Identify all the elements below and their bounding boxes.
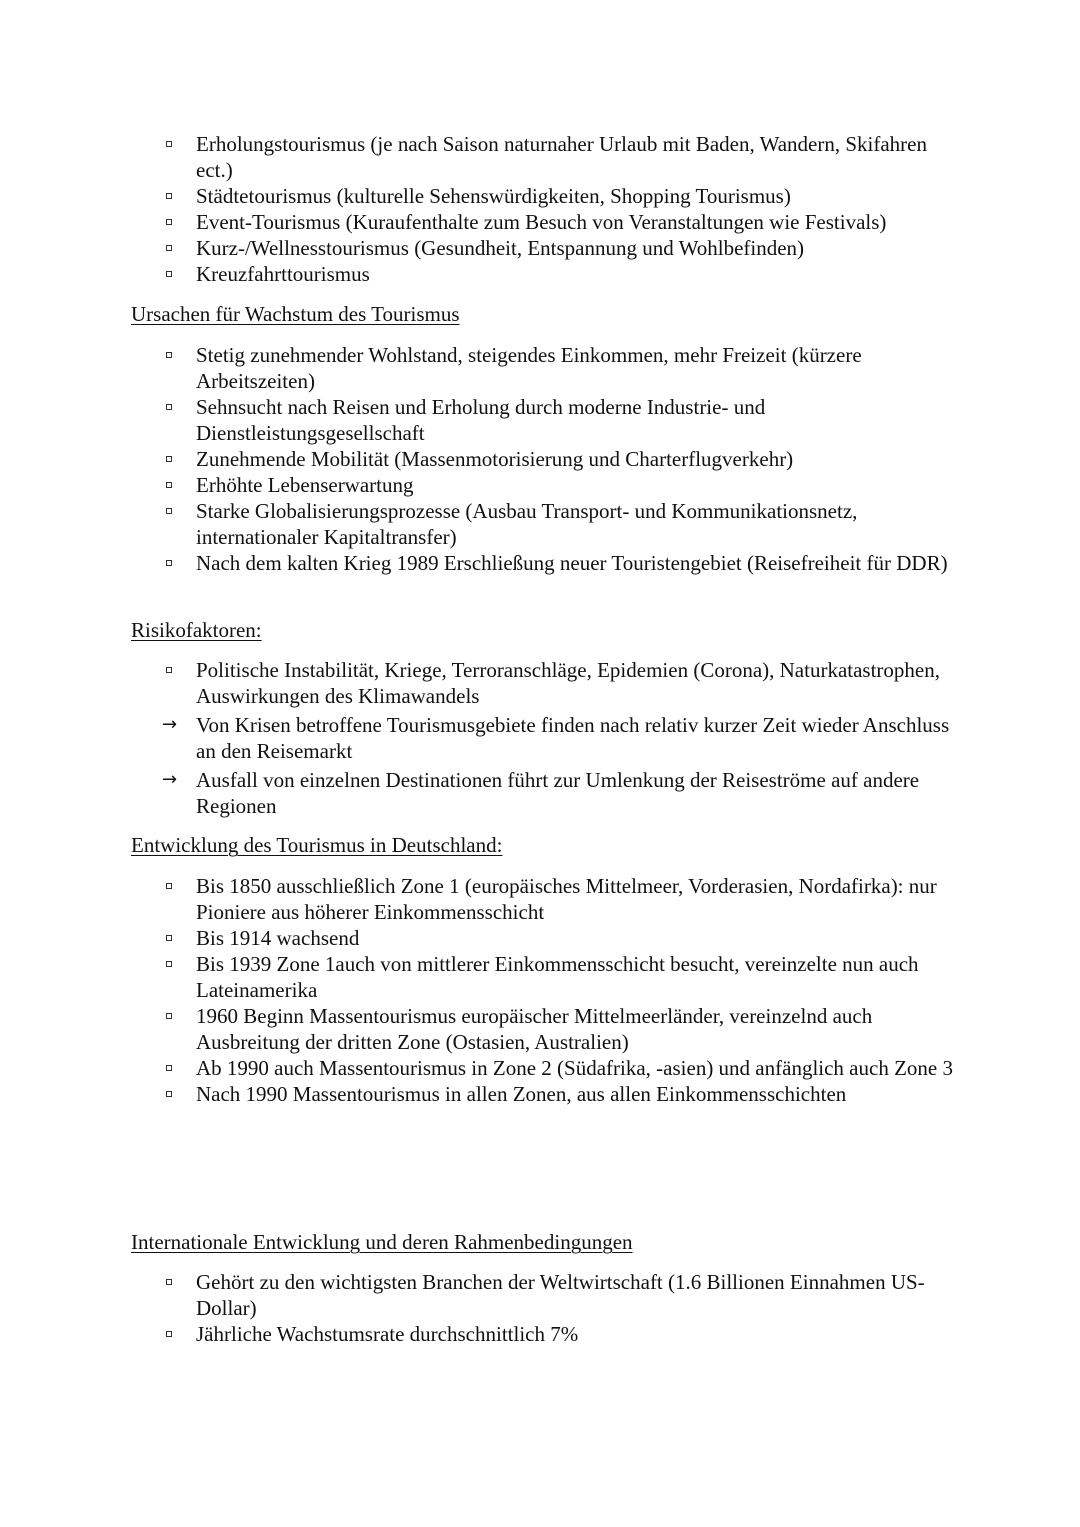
list-item: Städtetourismus (kulturelle Sehenswürdigkeiten, Shopping Tourismus) xyxy=(0,183,1080,209)
list-item: Jährliche Wachstumsrate durchschnittlich 7% xyxy=(0,1321,1080,1347)
list-item: Kurz-/Wellnesstourismus (Gesundheit, Entspannung und Wohlbefinden) xyxy=(0,235,1080,261)
list-item: 1960 Beginn Massentourismus europäischer Mittelmeerländer, vereinzelnd auch Ausbreitung der dritten Zone (Ostasien, Australien) xyxy=(0,1003,1080,1055)
section-heading-risikofaktoren: Risikofaktoren: xyxy=(131,618,262,642)
square-bullet-icon xyxy=(165,951,185,977)
list-item-arrow: → Ausfall von einzelnen Destinationen führt zur Umlenkung der Reiseströme auf andere Regionen xyxy=(162,768,920,818)
arrow-right-icon: → xyxy=(162,714,178,735)
square-bullet-icon xyxy=(165,209,185,235)
square-bullet-icon xyxy=(165,446,185,472)
tourism-types-list xyxy=(0,131,1080,287)
square-bullet-icon xyxy=(165,235,185,261)
list-item-arrow: → Von Krisen betroffene Tourismusgebiete finden nach relativ kurzer Zeit wieder Anschluss an den Reisemarkt xyxy=(162,713,950,763)
list-item: Zunehmende Mobilität (Massenmotorisierung und Charterflugverkehr) xyxy=(0,446,1080,472)
square-bullet-icon xyxy=(165,1055,185,1081)
square-bullet-icon xyxy=(165,472,185,498)
square-bullet-icon xyxy=(165,657,185,683)
list-item: Stetig zunehmender Wohlstand, steigendes Einkommen, mehr Freizeit (kürzere Arbeitszeiten) xyxy=(0,342,1080,394)
list-item: Ab 1990 auch Massentourismus in Zone 2 (Südafrika, -asien) und anfänglich auch Zone 3 xyxy=(0,1055,1080,1081)
list-item: Kreuzfahrttourismus xyxy=(0,261,1080,287)
list-item: Erholungstourismus (je nach Saison naturnaher Urlaub mit Baden, Wandern, Skifahren ect.) xyxy=(0,131,1080,183)
square-bullet-icon xyxy=(165,498,185,524)
section-heading-international: Internationale Entwicklung und deren Rahmenbedingungen xyxy=(131,1230,633,1254)
ursachen-list xyxy=(0,342,1080,576)
list-item: Bis 1914 wachsend xyxy=(0,925,1080,951)
arrow-right-icon: → xyxy=(162,769,178,790)
section-heading-deutschland: Entwicklung des Tourismus in Deutschland: xyxy=(131,833,503,857)
list-item: Politische Instabilität, Kriege, Terroranschläge, Epidemien (Corona), Naturkatastrophen, Auswirkungen des Klimawandels xyxy=(0,657,1080,709)
square-bullet-icon xyxy=(165,550,185,576)
square-bullet-icon xyxy=(165,1321,185,1347)
square-bullet-icon xyxy=(165,131,185,157)
list-item: Starke Globalisierungsprozesse (Ausbau Transport- und Kommunikationsnetz, internationaler Kapitaltransfer) xyxy=(0,498,1080,550)
list-item: Nach dem kalten Krieg 1989 Erschließung neuer Touristengebiet (Reisefreiheit für DDR) xyxy=(0,550,1080,576)
list-item: Sehnsucht nach Reisen und Erholung durch moderne Industrie- und Dienstleistungsgesellschaft xyxy=(0,394,1080,446)
square-bullet-icon xyxy=(165,183,185,209)
square-bullet-icon xyxy=(165,925,185,951)
square-bullet-icon xyxy=(165,873,185,899)
list-item: Nach 1990 Massentourismus in allen Zonen, aus allen Einkommensschichten xyxy=(0,1081,1080,1107)
square-bullet-icon xyxy=(165,1003,185,1029)
square-bullet-icon xyxy=(165,394,185,420)
square-bullet-icon xyxy=(165,1269,185,1295)
list-item: Bis 1939 Zone 1auch von mittlerer Einkommensschicht besucht, vereinzelte nun auch Lateinamerika xyxy=(0,951,1080,1003)
list-item: Erhöhte Lebenserwartung xyxy=(0,472,1080,498)
section-heading-ursachen: Ursachen für Wachstum des Tourismus xyxy=(131,302,460,326)
international-list xyxy=(0,1269,1080,1347)
square-bullet-icon xyxy=(165,261,185,287)
list-item: Event-Tourismus (Kuraufenthalte zum Besuch von Veranstaltungen wie Festivals) xyxy=(0,209,1080,235)
list-item: Bis 1850 ausschließlich Zone 1 (europäisches Mittelmeer, Vorderasien, Nordafirka): nur Pioniere aus höherer Einkommensschicht xyxy=(0,873,1080,925)
deutschland-list xyxy=(0,873,1080,1107)
list-item: Gehört zu den wichtigsten Branchen der Weltwirtschaft (1.6 Billionen Einnahmen US-Dollar) xyxy=(0,1269,1080,1321)
square-bullet-icon xyxy=(165,342,185,368)
risikofaktoren-list xyxy=(0,657,1080,819)
square-bullet-icon xyxy=(165,1081,185,1107)
